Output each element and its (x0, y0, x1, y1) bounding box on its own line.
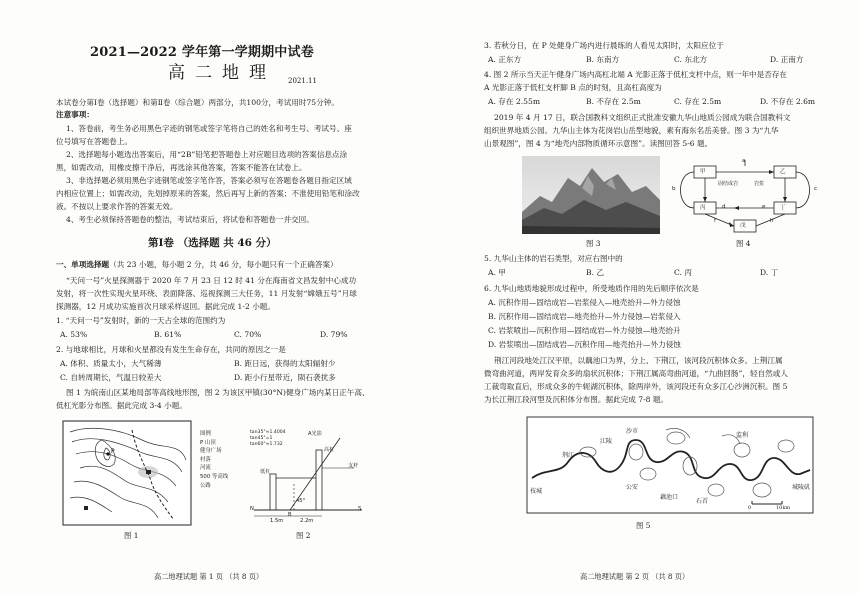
fig2-label: 1.5m (270, 518, 284, 524)
notice-line: 黑，如需改动，用橡皮擦干净后，再选涂其他答案，答案不能答在试卷上。 (56, 163, 307, 172)
notice-line: 4、考生必须保持答题卷的整洁，考试结束后，将试卷和答题卷一并交回。 (66, 215, 314, 224)
place-label: 公安 (626, 484, 639, 491)
page-footer: 高二地理试题 第 1 页 （共 8 页） (154, 572, 264, 581)
passage-line: 为长江荆江段河型及沉积体分布图。据此完成 7-8 题。 (484, 395, 669, 404)
section-title: 第Ⅰ卷 （选择题 共 46 分） (148, 237, 277, 249)
passage-line: 微弯曲河道，两岸发育众多的扇状沉积体；下荆江属高弯曲河道，“九曲回肠”，轻自然或人 (484, 369, 788, 378)
fig4-label: b (672, 186, 676, 192)
figure-3-mountain-photo (522, 156, 660, 234)
fig4-label: a (742, 158, 746, 164)
fig2-label: 2.2m (300, 518, 314, 524)
fig2-label: A光影 (308, 431, 322, 437)
q6-option-a: A. 沉积作用—固结成岩—岩浆侵入—地壳抬升—外力侵蚀 (488, 298, 681, 307)
passage-line: 荆江河段地处江汉平原，以藕池口为界，分上、下荆江，该河段沉积体众多。上荆江属 (494, 356, 783, 365)
figure-5-caption: 图 5 (636, 521, 651, 530)
q5-option-d: D. 丁 (760, 268, 779, 277)
passage-line: 工裁弯取直后，形成众多的牛轭湖沉积体，除两岸外，该河段还有众多江心沙洲沉积。图 5 (484, 382, 788, 391)
q1-option-a: A. 53% (60, 330, 88, 339)
notice-line: 液。不按以上要求作答的答案无效。 (56, 202, 178, 211)
place-label: 监利 (736, 432, 749, 439)
notice-line: 1、答卷前，考生务必用黑色字迹的钢笔或签字笔将自己的姓名和考生号、考试号、座 (66, 124, 352, 133)
part-heading: 一、单项选择题 (56, 260, 110, 269)
fig4-label: d (722, 204, 726, 210)
left-page (0, 0, 428, 595)
q5-option-c: C. 丙 (674, 268, 692, 277)
passage-line: 发射，将一次性实现火星环绕、表面降落、巡视探测三大任务，11 月发射“嫦娥五号”月球 (56, 289, 357, 298)
fig4-label: h (770, 218, 774, 224)
q4-option-a: A. 存在 2.55m (488, 97, 541, 106)
notice-line: 位号填写在答题卷上。 (56, 137, 132, 146)
scale-label: 0 (748, 505, 752, 511)
place-label: 枝城 (530, 488, 543, 495)
fig2-label: 低杠 (260, 469, 271, 475)
right-page (430, 0, 860, 595)
fig4-label: 固结成岩 (718, 181, 739, 187)
q4-option-b: B. 不存在 2.5m (586, 97, 641, 106)
question-1: 1. “天问一号”发射时，新的一天占全球的范围约为 (56, 316, 226, 325)
q3-option-b: B. 东南方 (586, 55, 620, 64)
q3-option-a: A. 正东方 (488, 55, 522, 64)
rock-ding: 丁 (780, 205, 786, 211)
place-label: 城陵矶 (792, 484, 811, 491)
q5-option-b: B. 乙 (586, 268, 605, 277)
fig2-label: B (288, 512, 292, 518)
passage-line: 低杠光影分布图。据此完成 3-4 小题。 (56, 401, 187, 410)
legend-item: 河流 (200, 465, 211, 472)
fig2-note: tan60°≈1.732 (250, 442, 283, 447)
figure-1-legend (200, 430, 256, 490)
legend-item: 图例 (200, 431, 211, 437)
fig4-label: 岩浆 (754, 181, 765, 187)
rock-wu: 戊 (740, 223, 746, 229)
legend-item: 健身广场 (200, 448, 222, 455)
notice-line: 2、选择题每小题选出答案后，用“2B”铅笔把答题卷上对应题目选项的答案信息点涂 (66, 150, 348, 159)
fig2-label: 高杠 (324, 447, 335, 453)
question-3: 3. 若秋分日，在 P 处健身广场内进行晨练的人看见太阳时，太阳应位于 (484, 41, 724, 50)
q6-option-b: B. 沉积作用—固结成岩—地壳抬升—外力侵蚀—岩浆侵入 (488, 312, 681, 321)
q4-option-d: D. 不存在 2.6m (760, 97, 816, 106)
question-4: 4. 图 2 所示当天正午健身广场内高杠北端 A 光影正落于低杠支杆中点，则一年中是否存在 (484, 70, 788, 79)
q5-option-a: A. 甲 (488, 268, 506, 277)
notice-line: 内相应位置上；如需改动，先划掉原来的答案，然后再写上新的答案；不准使用铅笔和涂改 (56, 189, 360, 198)
page-footer: 高二地理试题 第 2 页 （共 8 页） (580, 572, 690, 581)
legend-item: 村落 (200, 456, 211, 463)
part-note: （共 23 小题，每小题 2 分，共 46 分，每小题只有一个正确答案） (109, 260, 338, 269)
legend-item: 公路 (200, 482, 211, 489)
fig2-note: tan45°=1 (250, 436, 273, 441)
fig2-label: S (358, 506, 362, 512)
passage-line: 山景观图”，图 4 为“地壳内部物质循环示意图”。读图回答 5-6 题。 (484, 139, 713, 148)
notice-line: 3、非选择题必须用黑色字迹钢笔或签字笔作答，答案必须写在答题卷各题目指定区域 (66, 176, 352, 185)
question-2: 2. 与地球相比，月球和火星都没有发生生命存在，共同的原因之一是 (56, 345, 286, 354)
fig2-label: 45° (296, 498, 306, 504)
fig4-label: e (762, 204, 766, 210)
legend-item: P 山顶 (200, 439, 216, 446)
passage-line: “天问一号”火星探测器于 2020 年 7 月 23 日 12 时 41 分在海南省文昌发射中心成功 (66, 276, 357, 285)
q2-option-b: B. 距日远，获得的太阳辐射少 (234, 359, 336, 368)
passage-line: 2019 年 4 月 17 日，联合国教科文组织正式批准安徽九华山地质公园成为联合国教科文 (494, 113, 791, 122)
scale-label: 10km (776, 505, 791, 511)
fig4-label: f (714, 218, 716, 224)
fig4-label: c (814, 186, 818, 192)
q4-option-c: C. 存在 2.5m (674, 97, 722, 106)
passage-line: 组织世界地质公园。九华山主体为花岗岩山岳型地貌，素有海东名岳美誉。图 3 为“九华 (484, 126, 779, 135)
svg-text:P: P (111, 448, 115, 455)
question-6: 6. 九华山地质地貌形成过程中，所受地质作用的先后顺序依次是 (484, 284, 699, 293)
q2-option-d: D. 距小行星带近，陨石袭扰多 (234, 373, 336, 382)
passage-line: 图 1 为皖南山区某地局部等高线地形图，图 2 为该区甲镇(30°N)健身广场内某日正午高、 (66, 388, 370, 397)
q1-option-c: C. 70% (234, 330, 262, 339)
q3-option-d: D. 正南方 (770, 55, 804, 64)
exam-subject: 高二地理 (168, 63, 276, 83)
q3-option-c: C. 东北方 (674, 55, 708, 64)
exam-title: 2021—2022 学年第一学期期中试卷 (90, 45, 314, 60)
place-label: 沙市 (626, 428, 639, 435)
q6-option-c: C. 岩浆喷出—沉积作用—固结成岩—外力侵蚀—地壳抬升 (488, 326, 681, 335)
place-label: 藕池口 (660, 494, 679, 501)
intro-text: 本试卷分第Ⅰ卷（选择题）和第Ⅱ卷（综合题）两部分，共100分，考试用时75分钟。 (56, 98, 339, 107)
question-4-cont: A 光影正落于低杠支杆脚 B 点的时刻，且高杠高度为 (484, 83, 662, 92)
q6-option-d: D. 岩浆喷出—固结成岩—沉积作用—地壳抬升—外力侵蚀 (488, 340, 681, 349)
fig2-label: N (250, 506, 254, 512)
rock-jia: 甲 (700, 169, 706, 175)
figure-1-caption: 图 1 (124, 531, 139, 540)
q1-option-d: D. 79% (320, 330, 348, 339)
legend-item: 500 等高线 (200, 473, 229, 480)
place-label: 荆江 (562, 452, 575, 459)
notice-heading: 注意事项： (56, 110, 94, 119)
fig2-label: 支杆 (348, 463, 359, 469)
place-label: 江陵 (600, 438, 613, 445)
figure-2-caption: 图 2 (296, 531, 311, 540)
exam-date: 2021.11 (288, 77, 317, 85)
passage-line: 探测器，12 月成功实施首次月球采样返回。据此完成 1-2 小题。 (56, 302, 275, 311)
figure-3-caption: 图 3 (586, 239, 601, 248)
figure-4-caption: 图 4 (736, 239, 751, 248)
fig2-note: tan35°≈1.4004 (250, 430, 286, 435)
rock-yi: 乙 (780, 169, 786, 175)
q2-option-c: C. 自转周期长，气温日较差大 (60, 373, 162, 382)
rock-bing: 丙 (700, 205, 706, 211)
q1-option-b: B. 61% (154, 330, 182, 339)
place-label: 石首 (696, 498, 709, 505)
question-5: 5. 九华山主体的岩石类型，对应右图中的 (484, 254, 623, 263)
q2-option-a: A. 体积、质量太小，大气稀薄 (60, 359, 162, 368)
